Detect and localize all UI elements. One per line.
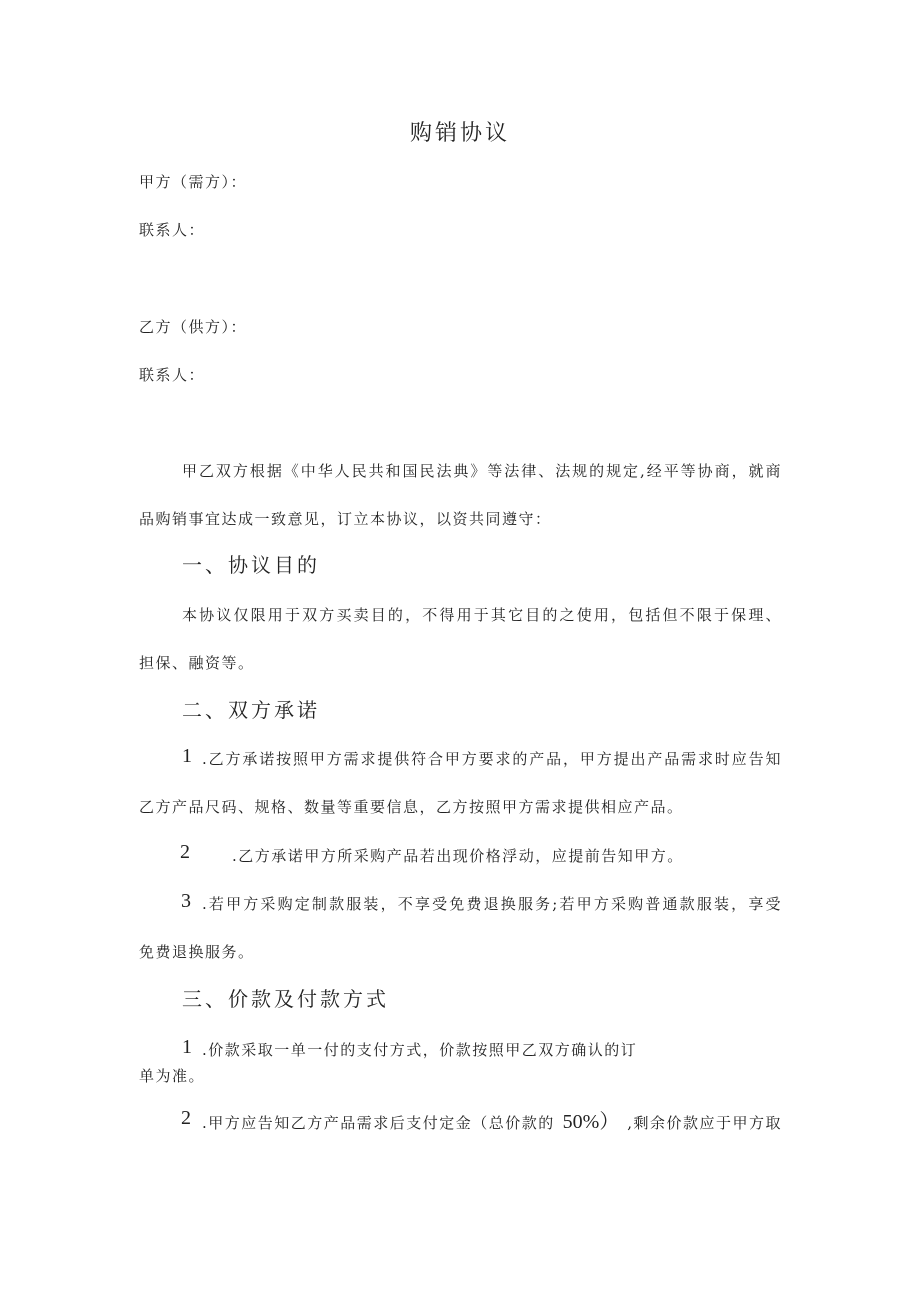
section3-item2-percent: 50%） [562, 1111, 620, 1133]
section2-item3-line2: 免费退换服务。 [139, 943, 255, 961]
party-a-label: 甲方（需方）： [139, 173, 248, 191]
section2-item3-line1: .若甲方采购定制款服装，不享受免费退换服务;若甲方采购普通款服装，享受 [202, 895, 782, 913]
intro-paragraph-line1: 甲乙双方根据《中华人民共和国民法典》等法律、法规的规定,经平等协商，就商 [182, 462, 782, 480]
section3-item1-number: 1 [182, 1036, 192, 1058]
section3-item2-line1 [202, 1112, 782, 1133]
section2-item3-number: 3 [181, 890, 191, 912]
document-title: 购销协议 [409, 121, 510, 146]
section1-line2: 担保、融资等。 [139, 654, 255, 672]
section2-item1-line2: 乙方产品尺码、规格、数量等重要信息，乙方按照甲方需求提供相应产品。 [139, 798, 684, 816]
section3-item2-number: 2 [181, 1107, 191, 1129]
section2-item2-number: 2 [180, 841, 190, 863]
section2-heading: 二、双方承诺 [182, 698, 320, 722]
section2-item1-line1: .乙方承诺按照甲方需求提供符合甲方要求的产品，甲方提出产品需求时应告知 [202, 750, 782, 768]
section3-item2-post: ,剩余价款应于甲方取 [627, 1114, 782, 1132]
section2-item2-text: .乙方承诺甲方所采购产品若出现价格浮动，应提前告知甲方。 [232, 847, 684, 865]
section1-line1: 本协议仅限用于双方买卖目的，不得用于其它目的之使用，包括但不限于保理、 [182, 606, 782, 624]
section2-item1-number: 1 [182, 745, 192, 767]
section3-item2-pre: .甲方应告知乙方产品需求后支付定金（总价款的 [202, 1114, 555, 1132]
party-b-contact-label: 联系人： [139, 366, 206, 384]
section3-heading: 三、价款及付款方式 [182, 987, 389, 1011]
section3-item1-line1: .价款采取一单一付的支付方式，价款按照甲乙双方确认的订 [202, 1041, 638, 1059]
party-b-label: 乙方（供方）： [139, 318, 248, 336]
section3-item1-line2: 单为准。 [139, 1067, 206, 1085]
section1-heading: 一、协议目的 [182, 553, 320, 577]
intro-paragraph-line2: 品购销事宜达成一致意见，订立本协议，以资共同遵守： [139, 510, 552, 528]
party-a-contact-label: 联系人： [139, 221, 206, 239]
